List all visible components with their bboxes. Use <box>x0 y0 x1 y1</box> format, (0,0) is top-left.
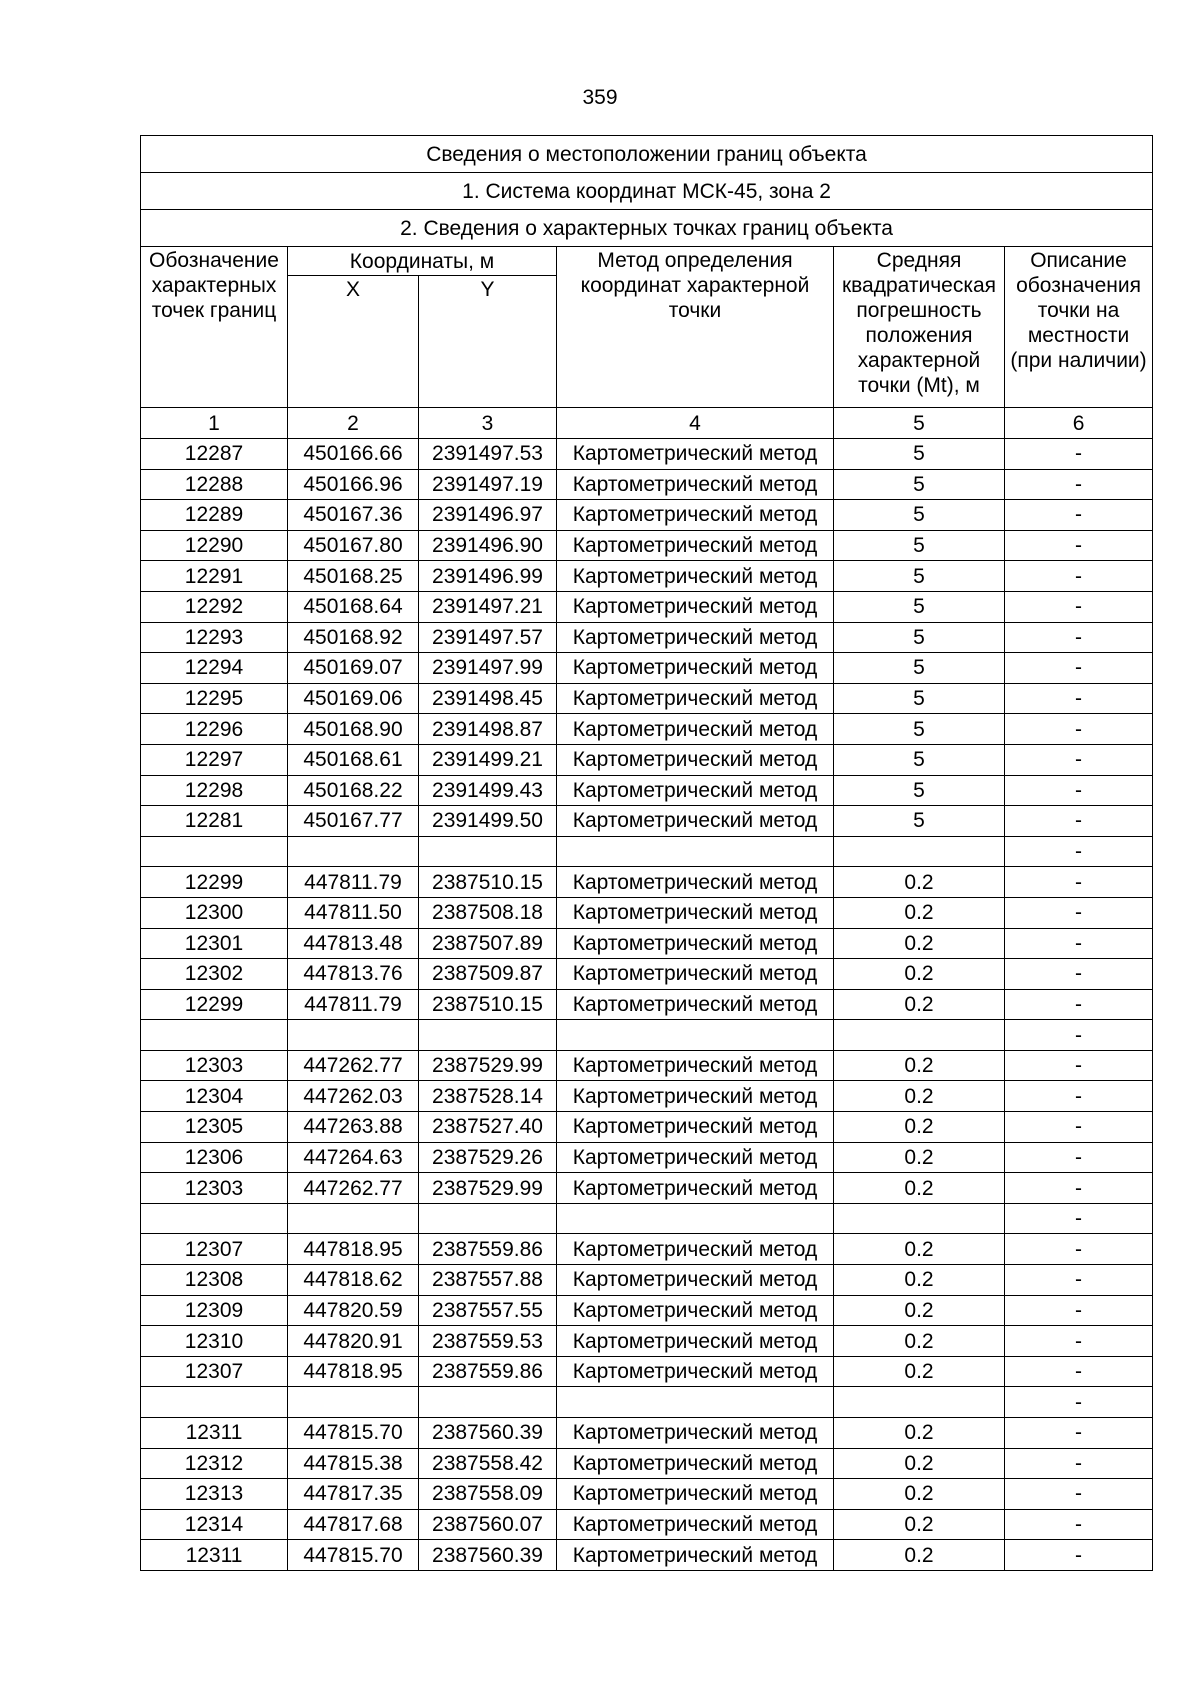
description-cell: - <box>1005 928 1153 959</box>
method-cell: Картометрический метод <box>557 1265 834 1296</box>
y-coordinate-cell <box>419 1020 557 1051</box>
description-cell: - <box>1005 1234 1153 1265</box>
method-cell: Картометрический метод <box>557 714 834 745</box>
x-coordinate-cell <box>288 836 419 867</box>
description-cell: - <box>1005 775 1153 806</box>
method-cell: Картометрический метод <box>557 1295 834 1326</box>
y-coordinate-cell: 2387557.55 <box>419 1295 557 1326</box>
point-id-cell: 12298 <box>141 775 288 806</box>
accuracy-cell: 0.2 <box>834 1142 1005 1173</box>
point-id-cell: 12292 <box>141 591 288 622</box>
accuracy-cell: 0.2 <box>834 1173 1005 1204</box>
table-row <box>141 1540 1153 1571</box>
table-row <box>141 1203 1153 1234</box>
x-coordinate-cell: 447818.95 <box>288 1234 419 1265</box>
method-cell: Картометрический метод <box>557 1112 834 1143</box>
accuracy-cell: 5 <box>834 591 1005 622</box>
y-coordinate-cell: 2387527.40 <box>419 1112 557 1143</box>
point-id-cell: 12287 <box>141 439 288 470</box>
method-cell: Картометрический метод <box>557 1050 834 1081</box>
table-row <box>141 744 1153 775</box>
x-coordinate-cell: 447813.48 <box>288 928 419 959</box>
accuracy-cell: 0.2 <box>834 959 1005 990</box>
header-accuracy: Средняя квадратическая погрешность положения характерной точки (Mt), м <box>834 247 1005 408</box>
description-cell: - <box>1005 989 1153 1020</box>
point-id-cell: 12281 <box>141 806 288 837</box>
column-number: 3 <box>419 408 557 439</box>
description-cell: - <box>1005 1050 1153 1081</box>
point-id-cell: 12307 <box>141 1356 288 1387</box>
point-id-cell: 12297 <box>141 744 288 775</box>
point-id-cell: 12304 <box>141 1081 288 1112</box>
y-coordinate-cell: 2391499.43 <box>419 775 557 806</box>
accuracy-cell: 0.2 <box>834 1234 1005 1265</box>
method-cell: Картометрический метод <box>557 959 834 990</box>
point-id-cell: 12303 <box>141 1050 288 1081</box>
point-id-cell: 12312 <box>141 1448 288 1479</box>
accuracy-cell: 0.2 <box>834 1540 1005 1571</box>
x-coordinate-cell: 447818.62 <box>288 1265 419 1296</box>
point-id-cell <box>141 1020 288 1051</box>
header-y: Y <box>419 276 557 408</box>
table-row <box>141 530 1153 561</box>
method-cell: Картометрический метод <box>557 1173 834 1204</box>
boundary-points-table <box>140 135 1153 1571</box>
accuracy-cell <box>834 836 1005 867</box>
coordinate-system-title: 1. Система координат МСК-45, зона 2 <box>141 173 1153 210</box>
column-numbers-row <box>141 408 1153 439</box>
accuracy-cell: 5 <box>834 806 1005 837</box>
y-coordinate-cell: 2391497.57 <box>419 622 557 653</box>
table-row <box>141 591 1153 622</box>
point-id-cell: 12309 <box>141 1295 288 1326</box>
x-coordinate-cell: 450168.22 <box>288 775 419 806</box>
x-coordinate-cell: 450168.25 <box>288 561 419 592</box>
accuracy-cell: 5 <box>834 439 1005 470</box>
y-coordinate-cell: 2391496.99 <box>419 561 557 592</box>
x-coordinate-cell: 447815.70 <box>288 1540 419 1571</box>
method-cell: Картометрический метод <box>557 1418 834 1449</box>
x-coordinate-cell: 447263.88 <box>288 1112 419 1143</box>
table-row <box>141 1142 1153 1173</box>
x-coordinate-cell: 450168.64 <box>288 591 419 622</box>
accuracy-cell: 0.2 <box>834 1509 1005 1540</box>
description-cell: - <box>1005 530 1153 561</box>
column-number: 1 <box>141 408 288 439</box>
method-cell <box>557 1020 834 1051</box>
method-cell: Картометрический метод <box>557 897 834 928</box>
y-coordinate-cell: 2387529.99 <box>419 1050 557 1081</box>
point-id-cell: 12303 <box>141 1173 288 1204</box>
y-coordinate-cell: 2391497.19 <box>419 469 557 500</box>
table-row <box>141 1326 1153 1357</box>
accuracy-cell: 0.2 <box>834 1356 1005 1387</box>
method-cell: Картометрический метод <box>557 1142 834 1173</box>
method-cell: Картометрический метод <box>557 867 834 898</box>
accuracy-cell: 0.2 <box>834 867 1005 898</box>
method-cell: Картометрический метод <box>557 775 834 806</box>
point-id-cell: 12311 <box>141 1418 288 1449</box>
accuracy-cell: 0.2 <box>834 1112 1005 1143</box>
accuracy-cell <box>834 1203 1005 1234</box>
description-cell: - <box>1005 867 1153 898</box>
y-coordinate-cell: 2391498.87 <box>419 714 557 745</box>
table-row <box>141 1081 1153 1112</box>
header-coordinates: Координаты, м <box>288 247 557 276</box>
y-coordinate-cell: 2387508.18 <box>419 897 557 928</box>
point-id-cell: 12293 <box>141 622 288 653</box>
method-cell <box>557 1203 834 1234</box>
accuracy-cell: 0.2 <box>834 1265 1005 1296</box>
point-id-cell: 12291 <box>141 561 288 592</box>
y-coordinate-cell: 2391496.90 <box>419 530 557 561</box>
x-coordinate-cell: 447820.59 <box>288 1295 419 1326</box>
x-coordinate-cell: 447811.79 <box>288 867 419 898</box>
accuracy-cell: 0.2 <box>834 1081 1005 1112</box>
table-row <box>141 1234 1153 1265</box>
x-coordinate-cell <box>288 1020 419 1051</box>
accuracy-cell: 5 <box>834 714 1005 745</box>
table-row <box>141 683 1153 714</box>
x-coordinate-cell: 447262.77 <box>288 1173 419 1204</box>
point-id-cell: 12299 <box>141 867 288 898</box>
header-method: Метод определения координат характерной точки <box>557 247 834 408</box>
description-cell: - <box>1005 1081 1153 1112</box>
method-cell: Картометрический метод <box>557 1479 834 1510</box>
method-cell: Картометрический метод <box>557 806 834 837</box>
description-cell: - <box>1005 1112 1153 1143</box>
points-section-row <box>141 210 1153 247</box>
method-cell: Картометрический метод <box>557 1326 834 1357</box>
method-cell: Картометрический метод <box>557 622 834 653</box>
accuracy-cell: 0.2 <box>834 1295 1005 1326</box>
column-number: 4 <box>557 408 834 439</box>
x-coordinate-cell: 447815.70 <box>288 1418 419 1449</box>
table-row <box>141 439 1153 470</box>
method-cell: Картометрический метод <box>557 928 834 959</box>
table-row <box>141 1295 1153 1326</box>
description-cell: - <box>1005 1173 1153 1204</box>
method-cell: Картометрический метод <box>557 591 834 622</box>
y-coordinate-cell: 2391498.45 <box>419 683 557 714</box>
table-row <box>141 561 1153 592</box>
x-coordinate-cell: 450168.92 <box>288 622 419 653</box>
description-cell: - <box>1005 1356 1153 1387</box>
y-coordinate-cell: 2387557.88 <box>419 1265 557 1296</box>
column-number: 5 <box>834 408 1005 439</box>
table-row <box>141 469 1153 500</box>
description-cell: - <box>1005 439 1153 470</box>
x-coordinate-cell: 447811.50 <box>288 897 419 928</box>
y-coordinate-cell: 2387560.39 <box>419 1540 557 1571</box>
description-cell: - <box>1005 1418 1153 1449</box>
accuracy-cell: 0.2 <box>834 1326 1005 1357</box>
accuracy-cell: 5 <box>834 622 1005 653</box>
table-row <box>141 1173 1153 1204</box>
y-coordinate-cell: 2387529.99 <box>419 1173 557 1204</box>
y-coordinate-cell: 2387510.15 <box>419 989 557 1020</box>
point-id-cell: 12305 <box>141 1112 288 1143</box>
y-coordinate-cell: 2391496.97 <box>419 500 557 531</box>
table-row <box>141 867 1153 898</box>
point-id-cell: 12301 <box>141 928 288 959</box>
table-row <box>141 714 1153 745</box>
point-id-cell: 12313 <box>141 1479 288 1510</box>
y-coordinate-cell: 2391497.21 <box>419 591 557 622</box>
table-row <box>141 1020 1153 1051</box>
method-cell: Картометрический метод <box>557 1509 834 1540</box>
x-coordinate-cell: 447820.91 <box>288 1326 419 1357</box>
y-coordinate-cell: 2387529.26 <box>419 1142 557 1173</box>
x-coordinate-cell: 447815.38 <box>288 1448 419 1479</box>
x-coordinate-cell: 447262.77 <box>288 1050 419 1081</box>
method-cell: Картометрический метод <box>557 530 834 561</box>
point-id-cell: 12310 <box>141 1326 288 1357</box>
y-coordinate-cell: 2391499.50 <box>419 806 557 837</box>
accuracy-cell: 5 <box>834 775 1005 806</box>
y-coordinate-cell: 2387558.42 <box>419 1448 557 1479</box>
method-cell: Картометрический метод <box>557 469 834 500</box>
y-coordinate-cell: 2387559.86 <box>419 1234 557 1265</box>
point-id-cell: 12294 <box>141 653 288 684</box>
table-row <box>141 653 1153 684</box>
method-cell: Картометрический метод <box>557 744 834 775</box>
y-coordinate-cell <box>419 1387 557 1418</box>
accuracy-cell <box>834 1387 1005 1418</box>
accuracy-cell: 5 <box>834 469 1005 500</box>
header-row-1 <box>141 247 1153 276</box>
y-coordinate-cell: 2387559.53 <box>419 1326 557 1357</box>
description-cell: - <box>1005 836 1153 867</box>
table-row <box>141 989 1153 1020</box>
y-coordinate-cell: 2387528.14 <box>419 1081 557 1112</box>
method-cell: Картометрический метод <box>557 1540 834 1571</box>
method-cell: Картометрический метод <box>557 439 834 470</box>
table-row <box>141 959 1153 990</box>
description-cell: - <box>1005 1540 1153 1571</box>
y-coordinate-cell: 2387559.86 <box>419 1356 557 1387</box>
description-cell: - <box>1005 1387 1153 1418</box>
description-cell: - <box>1005 1142 1153 1173</box>
method-cell: Картометрический метод <box>557 1081 834 1112</box>
y-coordinate-cell: 2387558.09 <box>419 1479 557 1510</box>
method-cell: Картометрический метод <box>557 653 834 684</box>
x-coordinate-cell: 450169.07 <box>288 653 419 684</box>
description-cell: - <box>1005 897 1153 928</box>
accuracy-cell: 5 <box>834 500 1005 531</box>
table-row <box>141 1356 1153 1387</box>
description-cell: - <box>1005 1020 1153 1051</box>
points-section-title: 2. Сведения о характерных точках границ объекта <box>141 210 1153 247</box>
accuracy-cell: 0.2 <box>834 1418 1005 1449</box>
description-cell: - <box>1005 1479 1153 1510</box>
description-cell: - <box>1005 959 1153 990</box>
description-cell: - <box>1005 1295 1153 1326</box>
description-cell: - <box>1005 683 1153 714</box>
x-coordinate-cell: 447811.79 <box>288 989 419 1020</box>
x-coordinate-cell: 447262.03 <box>288 1081 419 1112</box>
accuracy-cell: 5 <box>834 653 1005 684</box>
header-description: Описание обозначения точки на местности (при наличии) <box>1005 247 1153 408</box>
point-id-cell: 12290 <box>141 530 288 561</box>
description-cell: - <box>1005 1265 1153 1296</box>
table-row <box>141 1050 1153 1081</box>
x-coordinate-cell: 447817.68 <box>288 1509 419 1540</box>
description-cell: - <box>1005 806 1153 837</box>
table-row <box>141 1448 1153 1479</box>
y-coordinate-cell <box>419 1203 557 1234</box>
y-coordinate-cell: 2387509.87 <box>419 959 557 990</box>
header-x: X <box>288 276 419 408</box>
table-row <box>141 1112 1153 1143</box>
description-cell: - <box>1005 744 1153 775</box>
x-coordinate-cell: 450168.61 <box>288 744 419 775</box>
header-point-designation: Обозначение характерных точек границ <box>141 247 288 408</box>
y-coordinate-cell: 2387507.89 <box>419 928 557 959</box>
description-cell: - <box>1005 1203 1153 1234</box>
accuracy-cell: 5 <box>834 530 1005 561</box>
point-id-cell: 12306 <box>141 1142 288 1173</box>
x-coordinate-cell: 450167.77 <box>288 806 419 837</box>
description-cell: - <box>1005 622 1153 653</box>
y-coordinate-cell: 2387560.39 <box>419 1418 557 1449</box>
y-coordinate-cell: 2391499.21 <box>419 744 557 775</box>
accuracy-cell: 0.2 <box>834 1050 1005 1081</box>
method-cell <box>557 1387 834 1418</box>
point-id-cell: 12302 <box>141 959 288 990</box>
description-cell: - <box>1005 1509 1153 1540</box>
x-coordinate-cell: 450169.06 <box>288 683 419 714</box>
accuracy-cell: 0.2 <box>834 989 1005 1020</box>
x-coordinate-cell: 450166.96 <box>288 469 419 500</box>
point-id-cell: 12288 <box>141 469 288 500</box>
description-cell: - <box>1005 591 1153 622</box>
x-coordinate-cell <box>288 1387 419 1418</box>
accuracy-cell: 0.2 <box>834 1448 1005 1479</box>
coordinate-system-row <box>141 173 1153 210</box>
table-row <box>141 836 1153 867</box>
y-coordinate-cell: 2387510.15 <box>419 867 557 898</box>
description-cell: - <box>1005 1326 1153 1357</box>
accuracy-cell: 5 <box>834 561 1005 592</box>
description-cell: - <box>1005 561 1153 592</box>
x-coordinate-cell <box>288 1203 419 1234</box>
method-cell: Картометрический метод <box>557 1356 834 1387</box>
table-title-row <box>141 136 1153 173</box>
table-row <box>141 928 1153 959</box>
point-id-cell: 12311 <box>141 1540 288 1571</box>
table-row <box>141 775 1153 806</box>
accuracy-cell <box>834 1020 1005 1051</box>
point-id-cell <box>141 836 288 867</box>
method-cell: Картометрический метод <box>557 561 834 592</box>
point-id-cell: 12299 <box>141 989 288 1020</box>
description-cell: - <box>1005 1448 1153 1479</box>
table-row <box>141 1265 1153 1296</box>
x-coordinate-cell: 447818.95 <box>288 1356 419 1387</box>
point-id-cell <box>141 1387 288 1418</box>
point-id-cell <box>141 1203 288 1234</box>
x-coordinate-cell: 450167.80 <box>288 530 419 561</box>
method-cell: Картометрический метод <box>557 1448 834 1479</box>
accuracy-cell: 0.2 <box>834 897 1005 928</box>
accuracy-cell: 5 <box>834 683 1005 714</box>
table-row <box>141 500 1153 531</box>
x-coordinate-cell: 447813.76 <box>288 959 419 990</box>
point-id-cell: 12295 <box>141 683 288 714</box>
table-row <box>141 1418 1153 1449</box>
table-row <box>141 1387 1153 1418</box>
y-coordinate-cell: 2387560.07 <box>419 1509 557 1540</box>
y-coordinate-cell: 2391497.53 <box>419 439 557 470</box>
point-id-cell: 12308 <box>141 1265 288 1296</box>
table-row <box>141 897 1153 928</box>
page-number: 359 <box>582 86 618 109</box>
column-number: 2 <box>288 408 419 439</box>
y-coordinate-cell: 2391497.99 <box>419 653 557 684</box>
accuracy-cell: 0.2 <box>834 928 1005 959</box>
method-cell <box>557 836 834 867</box>
accuracy-cell: 5 <box>834 744 1005 775</box>
method-cell: Картометрический метод <box>557 1234 834 1265</box>
point-id-cell: 12296 <box>141 714 288 745</box>
point-id-cell: 12300 <box>141 897 288 928</box>
table-title: Сведения о местоположении границ объекта <box>141 136 1153 173</box>
description-cell: - <box>1005 469 1153 500</box>
table-row <box>141 1479 1153 1510</box>
method-cell: Картометрический метод <box>557 989 834 1020</box>
x-coordinate-cell: 450168.90 <box>288 714 419 745</box>
method-cell: Картометрический метод <box>557 683 834 714</box>
x-coordinate-cell: 450167.36 <box>288 500 419 531</box>
accuracy-cell: 0.2 <box>834 1479 1005 1510</box>
description-cell: - <box>1005 714 1153 745</box>
table-row <box>141 1509 1153 1540</box>
x-coordinate-cell: 447264.63 <box>288 1142 419 1173</box>
y-coordinate-cell <box>419 836 557 867</box>
x-coordinate-cell: 450166.66 <box>288 439 419 470</box>
column-number: 6 <box>1005 408 1153 439</box>
x-coordinate-cell: 447817.35 <box>288 1479 419 1510</box>
description-cell: - <box>1005 653 1153 684</box>
description-cell: - <box>1005 500 1153 531</box>
point-id-cell: 12289 <box>141 500 288 531</box>
table-row <box>141 622 1153 653</box>
table-row <box>141 806 1153 837</box>
point-id-cell: 12314 <box>141 1509 288 1540</box>
point-id-cell: 12307 <box>141 1234 288 1265</box>
method-cell: Картометрический метод <box>557 500 834 531</box>
